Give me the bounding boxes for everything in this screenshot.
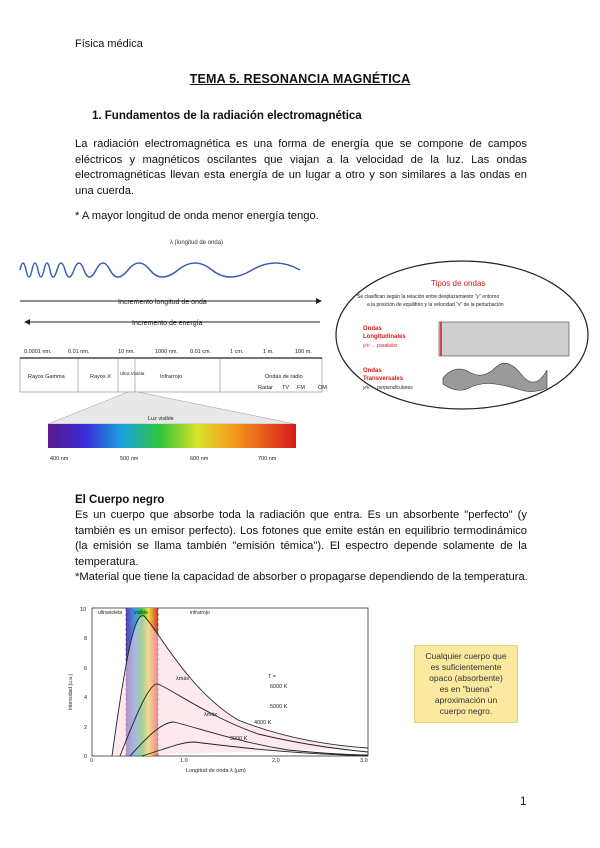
- lambda-label: λ (longitud de onda): [170, 240, 224, 246]
- section-heading-cuerpo-negro: El Cuerpo negro: [75, 494, 165, 506]
- svg-text:ultravioleta: ultravioleta: [98, 610, 123, 616]
- svg-text:1000 nm.: 1000 nm.: [155, 349, 178, 355]
- svg-text:Rayos X: Rayos X: [90, 374, 111, 380]
- svg-text:1.0: 1.0: [180, 758, 188, 764]
- svg-text:infrarrojo: infrarrojo: [190, 610, 210, 616]
- svg-text:2.0: 2.0: [272, 758, 280, 764]
- svg-text:2: 2: [84, 725, 88, 731]
- note-wavelength-energy: * A mayor longitud de onda menor energía tengo.: [75, 210, 319, 222]
- svg-text:1 m.: 1 m.: [263, 349, 274, 355]
- svg-text:TV: TV: [282, 385, 290, 391]
- wave-curve: [20, 263, 300, 277]
- svg-text:4000 K: 4000 K: [254, 720, 272, 726]
- section-heading-fundamentos: 1. Fundamentos de la radiación electromagnética: [92, 110, 362, 122]
- svg-text:OM: OM: [318, 385, 327, 391]
- svg-text:700 nm: 700 nm: [258, 456, 277, 462]
- em-spectrum-figure: [10, 236, 340, 468]
- arrow-energy-label: Incremento de energía: [132, 320, 203, 327]
- svg-text:0: 0: [90, 758, 94, 764]
- blackbody-figure: [58, 600, 378, 780]
- svg-text:10 nm.: 10 nm.: [118, 349, 135, 355]
- svg-text:0.0001 nm.: 0.0001 nm.: [24, 349, 52, 355]
- svg-text:0.01 nm.: 0.01 nm.: [68, 349, 90, 355]
- svg-text:Ultra Violeta: Ultra Violeta: [120, 371, 145, 376]
- svg-text:a la posición de equilibrio y: a la posición de equilibrio y la velocidad "v" de la perturbación: [367, 302, 504, 308]
- svg-text:8: 8: [84, 636, 88, 642]
- blackbody-callout: Cualquier cuerpo que es suficientemente opaco (absorbente) es en "buena" aproximación un cuerpo negro.: [414, 645, 518, 723]
- paragraph-blackbody: Es un cuerpo que absorbe toda la radiación que entra. Es un absorbente "perfecto" (y también es un emisor perfecto). Los fotones que emite están en equilibrio termodinámico (la emisión se llama también "emisión témica"). El espectro depende solamente de la temperatura.: [75, 509, 527, 568]
- svg-text:Longitud de onda λ (µm): Longitud de onda λ (µm): [186, 768, 246, 774]
- svg-text:Radar: Radar: [258, 385, 273, 391]
- svg-text:λmáx: λmáx: [204, 712, 218, 718]
- svg-text:3000 K: 3000 K: [230, 736, 248, 742]
- paragraph-radiation: La radiación electromagnética es una forma de energía que se compone de campos eléctricos y magnéticos oscilantes que viajan a la velocidad de la luz. Las ondas electromagnéticas llevan esta energía de un lugar a otro y son similares a las ondas en una cuerda.: [75, 138, 527, 197]
- visible-light-label: Luz visible: [148, 416, 174, 422]
- svg-text:0: 0: [84, 754, 88, 760]
- arrow-wavelength-label: Incremento longitud de onda: [118, 299, 207, 306]
- svg-text:Infrarrojo: Infrarrojo: [160, 374, 183, 380]
- svg-text:5000 K: 5000 K: [270, 704, 288, 710]
- svg-text:3.0: 3.0: [360, 758, 368, 764]
- svg-text:Ondas de radio: Ondas de radio: [265, 374, 303, 380]
- svg-text:1 cm.: 1 cm.: [230, 349, 244, 355]
- svg-text:FM: FM: [297, 385, 305, 391]
- svg-text:400 nm: 400 nm: [50, 456, 69, 462]
- svg-text:Se clasifican según la relació: Se clasifican según la relación entre desplazamiento "y" entorno: [357, 294, 500, 300]
- svg-text:Rayos Gamma: Rayos Gamma: [28, 374, 65, 380]
- svg-text:y/v → perpendiculares: y/v → perpendiculares: [363, 385, 413, 391]
- svg-text:T =: T =: [268, 674, 277, 680]
- note-material: *Material que tiene la capacidad de absorber o propagarse dependiendo de la temperatura.: [75, 571, 528, 583]
- svg-text:λmáx: λmáx: [176, 676, 190, 682]
- svg-text:600 nm: 600 nm: [190, 456, 209, 462]
- svg-text:0.01 cm.: 0.01 cm.: [190, 349, 212, 355]
- svg-text:6: 6: [84, 666, 88, 672]
- svg-text:y/v → paralelos: y/v → paralelos: [363, 343, 398, 349]
- svg-text:Transversales: Transversales: [363, 376, 404, 382]
- page-number: 1: [520, 796, 527, 808]
- wave-types-title: Tipos de ondas: [431, 279, 486, 288]
- svg-text:4: 4: [84, 695, 88, 701]
- svg-text:100 m.: 100 m.: [295, 349, 312, 355]
- svg-text:10: 10: [80, 607, 87, 613]
- svg-text:Ondas: Ondas: [363, 368, 382, 374]
- longitudinal-wave-pattern: [439, 322, 569, 356]
- svg-text:500 nm: 500 nm: [120, 456, 139, 462]
- svg-text:Ondas: Ondas: [363, 326, 382, 332]
- svg-text:visible: visible: [134, 610, 148, 616]
- svg-text:6000 K: 6000 K: [270, 684, 288, 690]
- svg-text:Intensidad (u.a.): Intensidad (u.a.): [68, 673, 74, 710]
- page-title: TEMA 5. RESONANCIA MAGNÉTICA: [189, 72, 411, 86]
- visible-spectrum-bar: [48, 424, 296, 448]
- wave-types-figure: [335, 260, 590, 410]
- page-header: Física médica: [75, 38, 143, 50]
- svg-text:Longitudinales: Longitudinales: [363, 334, 406, 340]
